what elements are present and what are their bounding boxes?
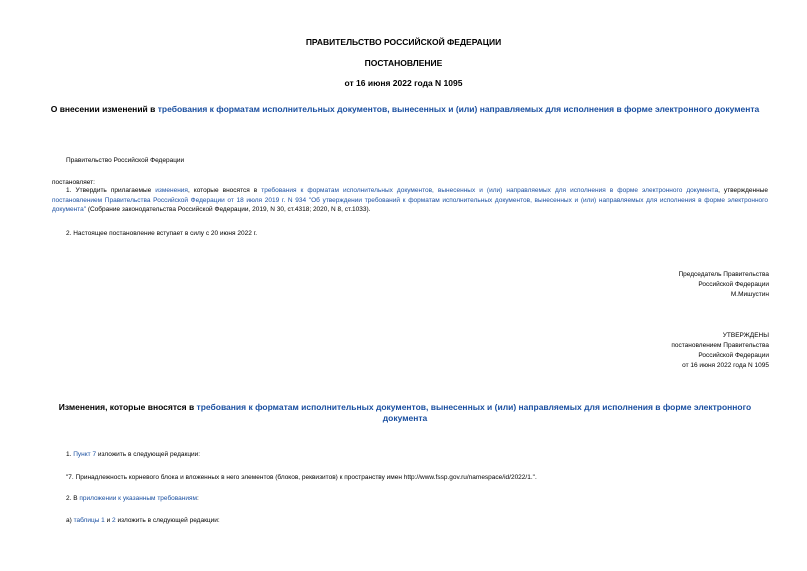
document-title [40,104,770,115]
title-requirements-link[interactable]: требования к форматам исполнительных документов, вынесенных и (или) направляемых для исполнения в форме электронного документа [157,104,760,114]
item-3-text: изложить в следующей редакции: [115,517,220,524]
document-date: от 16 июня 2022 года N 1095 [344,78,463,88]
signature-country: Российской Федерации [698,281,769,288]
changes-title [40,402,770,424]
issuer-text: Правительство Российской Федерации [66,157,185,164]
p1-text-g: (Собрание законодательства Российской Федерации, 2019, N 30, ст.4318; 2020, N 8, ст.1033). [86,206,371,213]
approval-line-3: Российской Федерации [698,352,769,359]
government-header: ПРАВИТЕЛЬСТВО РОССИЙСКОЙ ФЕДЕРАЦИИ [305,37,502,47]
paragraph-2: 2. Настоящее постановление вступает в силу с 20 июня 2022 г. [66,230,257,237]
p1-text-c: , которые вносятся в [187,187,262,194]
item-3-and: и [104,517,113,524]
item-3 [66,516,220,525]
item-1-quote: "7. Принадлежность корневого блока и вложенных в него элементов (блоков, реквизитов) к пространству имен http://www.fssp.gov.ru/namespace/id/2022/1.". [66,474,537,481]
title-prefix: О внесении изменений в [50,104,158,114]
item-2-colon: : [197,495,199,502]
document-type: ПОСТАНОВЛЕНИЕ [364,58,443,68]
paragraph-1 [52,186,768,215]
resolution-934-link[interactable]: постановлением Правительства Российской Федерации от 18 июля 2019 г. N 934 "Об утверждении требований к форматам исполнительных документов, вынесенных и (или) направляемых для исполнения в форме электронного документа" [52,196,768,213]
changes-title-link[interactable]: требования к форматам исполнительных документов, вынесенных и (или) направляемых для исполнения в форме электронного документа [196,402,752,423]
item-1 [66,450,200,459]
item-2 [66,494,199,503]
table-2-link[interactable]: 2 [112,517,116,524]
decides-text: постановляет: [52,179,95,186]
approval-stamp [671,331,769,371]
requirements-link[interactable]: требования к форматам исполнительных документов, вынесенных и (или) направляемых для исполнения в форме электронного документа [261,187,719,194]
p1-text-a: 1. Утвердить прилагаемые [66,187,156,194]
item-1-number: 1. [66,451,74,458]
changes-title-prefix: Изменения, которые вносятся в [58,402,197,412]
approval-line-2: постановлением Правительства [671,342,769,349]
approval-heading: УТВЕРЖДЕНЫ [722,332,769,339]
signature-position: Председатель Правительства [678,271,769,278]
item-2-number: 2. В [66,495,80,502]
item-1-text: изложить в следующей редакции: [96,451,201,458]
point-7-link[interactable]: Пункт 7 [73,451,97,458]
p1-text-e: , утвержденные [718,187,768,194]
table-1-link[interactable]: таблицы 1 [73,517,105,524]
signature-name: М.Мишустин [730,291,769,298]
appendix-link[interactable]: приложении к указанным требованиям [79,495,197,502]
item-3-letter: а) [66,517,74,524]
approval-date: от 16 июня 2022 года N 1095 [682,362,769,369]
signature-block [678,270,769,300]
changes-link[interactable]: изменения [155,187,188,194]
